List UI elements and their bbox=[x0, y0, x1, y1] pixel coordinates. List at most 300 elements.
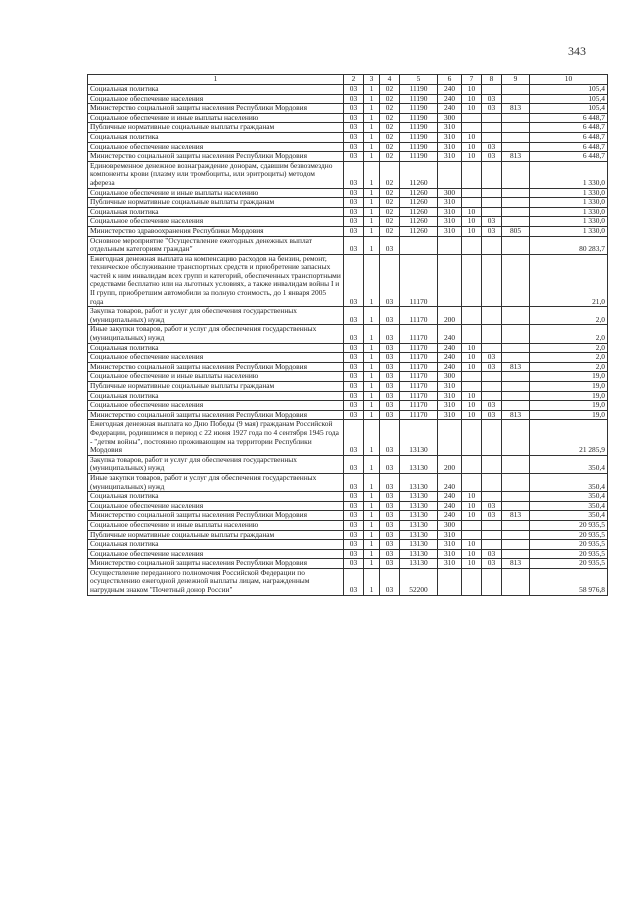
row-code-cell: 03 bbox=[482, 217, 502, 227]
row-code-cell: 03 bbox=[380, 382, 400, 392]
row-code-cell bbox=[502, 382, 530, 392]
row-code-cell bbox=[462, 325, 482, 343]
row-code-cell: 1 bbox=[364, 325, 380, 343]
row-name-cell: Социальная политика bbox=[88, 540, 344, 550]
table-row bbox=[88, 198, 608, 208]
table-row bbox=[88, 353, 608, 363]
row-code-cell: 03 bbox=[344, 353, 364, 363]
row-code-cell: 1 bbox=[364, 540, 380, 550]
row-code-cell: 03 bbox=[344, 217, 364, 227]
row-code-cell: 310 bbox=[438, 401, 462, 411]
row-code-cell: 1 bbox=[364, 207, 380, 217]
row-code-cell: 11170 bbox=[400, 362, 438, 372]
row-code-cell: 02 bbox=[380, 152, 400, 162]
table-row bbox=[88, 549, 608, 559]
row-code-cell: 03 bbox=[380, 530, 400, 540]
row-code-cell bbox=[462, 236, 482, 254]
row-code-cell bbox=[482, 123, 502, 133]
row-code-cell bbox=[400, 236, 438, 254]
table-row bbox=[88, 254, 608, 307]
row-name-cell: Ежегодная денежная выплата ко Дню Победы (9 мая) гражданам Российской Федерации, родившимся в период с 22 июня 1927 года по 4 сентября 1945 года - "детям войны", постоянно проживающим на территории Республики Мордовия bbox=[88, 420, 344, 455]
row-code-cell: 1 bbox=[364, 132, 380, 142]
table-row bbox=[88, 236, 608, 254]
column-header: 1 bbox=[88, 75, 344, 85]
row-amount-cell: 1 330,0 bbox=[530, 207, 608, 217]
row-code-cell: 310 bbox=[438, 549, 462, 559]
row-code-cell: 03 bbox=[380, 549, 400, 559]
row-code-cell bbox=[482, 420, 502, 455]
table-row bbox=[88, 188, 608, 198]
row-amount-cell: 350,4 bbox=[530, 492, 608, 502]
row-code-cell: 03 bbox=[380, 520, 400, 530]
row-code-cell: 310 bbox=[438, 226, 462, 236]
row-code-cell: 1 bbox=[364, 254, 380, 307]
row-code-cell: 03 bbox=[380, 254, 400, 307]
row-code-cell: 813 bbox=[502, 559, 530, 569]
row-code-cell: 300 bbox=[438, 520, 462, 530]
row-code-cell: 11170 bbox=[400, 343, 438, 353]
row-code-cell bbox=[482, 540, 502, 550]
column-header: 4 bbox=[380, 75, 400, 85]
row-code-cell: 03 bbox=[344, 559, 364, 569]
row-code-cell: 300 bbox=[438, 372, 462, 382]
row-code-cell bbox=[462, 188, 482, 198]
row-code-cell: 310 bbox=[438, 123, 462, 133]
row-code-cell: 310 bbox=[438, 217, 462, 227]
table-body bbox=[88, 85, 608, 596]
row-code-cell: 11170 bbox=[400, 401, 438, 411]
row-code-cell: 03 bbox=[482, 401, 502, 411]
row-code-cell: 1 bbox=[364, 372, 380, 382]
row-code-cell bbox=[462, 161, 482, 188]
row-code-cell: 11170 bbox=[400, 382, 438, 392]
row-amount-cell: 6 448,7 bbox=[530, 113, 608, 123]
row-code-cell: 10 bbox=[462, 104, 482, 114]
row-code-cell: 240 bbox=[438, 473, 462, 491]
row-code-cell bbox=[502, 530, 530, 540]
row-code-cell: 1 bbox=[364, 226, 380, 236]
table-row bbox=[88, 217, 608, 227]
row-code-cell bbox=[438, 420, 462, 455]
row-code-cell: 10 bbox=[462, 511, 482, 521]
row-code-cell bbox=[462, 382, 482, 392]
table-row bbox=[88, 511, 608, 521]
row-code-cell bbox=[482, 530, 502, 540]
table-row bbox=[88, 372, 608, 382]
row-code-cell: 03 bbox=[380, 353, 400, 363]
row-code-cell: 1 bbox=[364, 123, 380, 133]
row-name-cell: Социальная политика bbox=[88, 207, 344, 217]
row-code-cell: 13130 bbox=[400, 530, 438, 540]
row-name-cell: Публичные нормативные социальные выплаты гражданам bbox=[88, 382, 344, 392]
column-header: 9 bbox=[502, 75, 530, 85]
row-code-cell: 03 bbox=[380, 307, 400, 325]
row-code-cell: 1 bbox=[364, 104, 380, 114]
row-code-cell: 310 bbox=[438, 142, 462, 152]
row-name-cell: Закупка товаров, работ и услуг для обеспечения государственных (муниципальных) нужд bbox=[88, 307, 344, 325]
table-row bbox=[88, 382, 608, 392]
row-code-cell: 03 bbox=[344, 455, 364, 473]
row-code-cell: 11260 bbox=[400, 217, 438, 227]
row-code-cell: 03 bbox=[380, 362, 400, 372]
row-code-cell bbox=[438, 161, 462, 188]
row-code-cell: 13130 bbox=[400, 520, 438, 530]
row-amount-cell: 20 935,5 bbox=[530, 520, 608, 530]
row-code-cell bbox=[482, 568, 502, 595]
row-code-cell: 200 bbox=[438, 307, 462, 325]
row-code-cell bbox=[462, 568, 482, 595]
row-amount-cell: 350,4 bbox=[530, 473, 608, 491]
row-code-cell: 10 bbox=[462, 501, 482, 511]
row-amount-cell: 20 935,5 bbox=[530, 559, 608, 569]
row-code-cell: 13130 bbox=[400, 549, 438, 559]
row-code-cell: 11190 bbox=[400, 94, 438, 104]
row-code-cell bbox=[502, 161, 530, 188]
row-name-cell: Социальное обеспечение и иные выплаты населению bbox=[88, 372, 344, 382]
row-code-cell bbox=[438, 568, 462, 595]
column-header: 8 bbox=[482, 75, 502, 85]
row-code-cell: 03 bbox=[482, 353, 502, 363]
row-code-cell: 11190 bbox=[400, 85, 438, 95]
row-code-cell: 11260 bbox=[400, 161, 438, 188]
table-row bbox=[88, 410, 608, 420]
table-row bbox=[88, 226, 608, 236]
row-code-cell: 310 bbox=[438, 391, 462, 401]
row-code-cell: 11170 bbox=[400, 325, 438, 343]
row-code-cell: 10 bbox=[462, 94, 482, 104]
row-code-cell bbox=[502, 132, 530, 142]
row-name-cell: Публичные нормативные социальные выплаты гражданам bbox=[88, 198, 344, 208]
row-name-cell: Осуществление переданного полномочия Российской Федерации по осуществлению ежегодной денежной выплаты лицам, награжденным нагрудным знаком "Почетный донор России" bbox=[88, 568, 344, 595]
row-code-cell: 02 bbox=[380, 198, 400, 208]
row-code-cell: 813 bbox=[502, 410, 530, 420]
column-header: 5 bbox=[400, 75, 438, 85]
row-code-cell: 310 bbox=[438, 207, 462, 217]
row-name-cell: Ежегодная денежная выплата на компенсацию расходов на бензин, ремонт, техническое обслуживание транспортных средств и приобретение запасных частей к ним инвалидам всех групп и категорий, обеспеченных транспортными средствами бесплатно или на льготных условиях, а также инвалидам войны I и II групп, приобретшим автомобили за полную стоимость, до 1 января 2005 года bbox=[88, 254, 344, 307]
row-code-cell: 03 bbox=[344, 501, 364, 511]
row-code-cell: 200 bbox=[438, 455, 462, 473]
row-code-cell: 03 bbox=[344, 549, 364, 559]
row-code-cell: 03 bbox=[380, 568, 400, 595]
row-code-cell bbox=[462, 420, 482, 455]
row-code-cell: 310 bbox=[438, 152, 462, 162]
row-code-cell: 03 bbox=[344, 307, 364, 325]
row-amount-cell: 19,0 bbox=[530, 391, 608, 401]
table-row bbox=[88, 307, 608, 325]
row-code-cell: 03 bbox=[344, 520, 364, 530]
row-code-cell bbox=[502, 549, 530, 559]
row-code-cell: 03 bbox=[380, 401, 400, 411]
row-code-cell: 02 bbox=[380, 161, 400, 188]
row-code-cell: 03 bbox=[482, 559, 502, 569]
row-code-cell: 03 bbox=[380, 420, 400, 455]
row-code-cell: 02 bbox=[380, 113, 400, 123]
row-code-cell: 03 bbox=[344, 188, 364, 198]
row-code-cell bbox=[482, 520, 502, 530]
table-row bbox=[88, 325, 608, 343]
row-name-cell: Единовременное денежное вознаграждение донорам, сдавшим безвозмездно компоненты крови (плазму или тромбоциты, или эритроциты) методом афереза bbox=[88, 161, 344, 188]
row-code-cell: 11170 bbox=[400, 307, 438, 325]
row-name-cell: Социальная политика bbox=[88, 492, 344, 502]
row-code-cell: 10 bbox=[462, 540, 482, 550]
row-code-cell: 805 bbox=[502, 226, 530, 236]
row-code-cell bbox=[482, 85, 502, 95]
row-name-cell: Социальное обеспечение населения bbox=[88, 94, 344, 104]
row-amount-cell: 1 330,0 bbox=[530, 161, 608, 188]
row-code-cell: 1 bbox=[364, 520, 380, 530]
row-name-cell: Министерство социальной защиты населения Республики Мордовия bbox=[88, 362, 344, 372]
row-name-cell: Социальное обеспечение и иные выплаты населению bbox=[88, 520, 344, 530]
row-code-cell bbox=[482, 473, 502, 491]
row-code-cell: 240 bbox=[438, 104, 462, 114]
row-code-cell: 13130 bbox=[400, 420, 438, 455]
row-code-cell: 03 bbox=[344, 161, 364, 188]
table-row bbox=[88, 520, 608, 530]
row-code-cell bbox=[502, 391, 530, 401]
row-code-cell: 11190 bbox=[400, 142, 438, 152]
row-code-cell: 03 bbox=[344, 207, 364, 217]
row-code-cell bbox=[462, 520, 482, 530]
row-code-cell bbox=[482, 391, 502, 401]
row-code-cell: 03 bbox=[380, 492, 400, 502]
row-amount-cell: 2,0 bbox=[530, 343, 608, 353]
row-code-cell bbox=[502, 520, 530, 530]
row-code-cell: 03 bbox=[344, 362, 364, 372]
row-code-cell bbox=[462, 123, 482, 133]
row-name-cell: Социальная политика bbox=[88, 391, 344, 401]
row-code-cell: 11260 bbox=[400, 226, 438, 236]
row-code-cell bbox=[482, 455, 502, 473]
row-code-cell bbox=[482, 188, 502, 198]
row-code-cell: 03 bbox=[482, 362, 502, 372]
row-code-cell: 240 bbox=[438, 325, 462, 343]
row-code-cell: 240 bbox=[438, 353, 462, 363]
row-code-cell bbox=[502, 94, 530, 104]
row-code-cell: 03 bbox=[482, 410, 502, 420]
row-name-cell: Министерство социальной защиты населения Республики Мордовия bbox=[88, 410, 344, 420]
row-code-cell: 13130 bbox=[400, 492, 438, 502]
row-code-cell: 03 bbox=[344, 254, 364, 307]
row-code-cell: 03 bbox=[380, 372, 400, 382]
row-code-cell bbox=[462, 307, 482, 325]
row-code-cell: 02 bbox=[380, 94, 400, 104]
row-code-cell: 11190 bbox=[400, 132, 438, 142]
row-code-cell: 1 bbox=[364, 113, 380, 123]
page-number: 343 bbox=[568, 44, 586, 58]
row-code-cell bbox=[462, 372, 482, 382]
row-code-cell bbox=[502, 343, 530, 353]
row-code-cell: 10 bbox=[462, 391, 482, 401]
row-code-cell: 11170 bbox=[400, 353, 438, 363]
row-code-cell: 300 bbox=[438, 188, 462, 198]
row-code-cell: 1 bbox=[364, 85, 380, 95]
row-code-cell: 03 bbox=[380, 410, 400, 420]
row-code-cell: 1 bbox=[364, 473, 380, 491]
row-code-cell: 1 bbox=[364, 492, 380, 502]
row-code-cell: 1 bbox=[364, 236, 380, 254]
row-code-cell bbox=[482, 161, 502, 188]
row-code-cell: 10 bbox=[462, 207, 482, 217]
row-code-cell bbox=[502, 123, 530, 133]
row-code-cell: 240 bbox=[438, 362, 462, 372]
table-row bbox=[88, 85, 608, 95]
row-code-cell bbox=[482, 325, 502, 343]
row-code-cell bbox=[482, 372, 502, 382]
row-amount-cell: 1 330,0 bbox=[530, 198, 608, 208]
row-code-cell: 03 bbox=[344, 325, 364, 343]
row-code-cell: 13130 bbox=[400, 501, 438, 511]
row-code-cell: 03 bbox=[344, 530, 364, 540]
row-code-cell: 240 bbox=[438, 94, 462, 104]
row-code-cell: 52200 bbox=[400, 568, 438, 595]
row-code-cell: 13130 bbox=[400, 559, 438, 569]
row-code-cell: 1 bbox=[364, 568, 380, 595]
table-row bbox=[88, 343, 608, 353]
row-code-cell: 310 bbox=[438, 559, 462, 569]
row-code-cell bbox=[482, 254, 502, 307]
row-code-cell bbox=[482, 207, 502, 217]
row-code-cell: 10 bbox=[462, 492, 482, 502]
row-code-cell: 1 bbox=[364, 94, 380, 104]
table-row bbox=[88, 568, 608, 595]
row-code-cell: 11260 bbox=[400, 188, 438, 198]
column-header: 7 bbox=[462, 75, 482, 85]
row-code-cell: 1 bbox=[364, 401, 380, 411]
row-code-cell: 03 bbox=[344, 123, 364, 133]
table-row bbox=[88, 530, 608, 540]
row-code-cell: 1 bbox=[364, 362, 380, 372]
row-code-cell: 03 bbox=[380, 540, 400, 550]
row-name-cell: Основное мероприятие "Осуществление ежегодных денежных выплат отдельным категориям граждан" bbox=[88, 236, 344, 254]
row-code-cell: 03 bbox=[344, 104, 364, 114]
table-row bbox=[88, 540, 608, 550]
row-code-cell bbox=[502, 307, 530, 325]
row-amount-cell: 105,4 bbox=[530, 104, 608, 114]
row-code-cell: 03 bbox=[344, 236, 364, 254]
row-code-cell: 03 bbox=[344, 198, 364, 208]
row-name-cell: Социальное обеспечение населения bbox=[88, 401, 344, 411]
row-code-cell: 03 bbox=[380, 559, 400, 569]
column-header: 10 bbox=[530, 75, 608, 85]
row-code-cell bbox=[502, 207, 530, 217]
row-code-cell: 03 bbox=[344, 142, 364, 152]
row-code-cell bbox=[502, 420, 530, 455]
row-code-cell: 13130 bbox=[400, 455, 438, 473]
table-row bbox=[88, 113, 608, 123]
row-code-cell bbox=[462, 254, 482, 307]
table-row bbox=[88, 123, 608, 133]
row-code-cell: 03 bbox=[482, 104, 502, 114]
row-code-cell: 03 bbox=[482, 501, 502, 511]
row-code-cell: 1 bbox=[364, 455, 380, 473]
row-code-cell: 1 bbox=[364, 198, 380, 208]
row-name-cell: Закупка товаров, работ и услуг для обеспечения государственных (муниципальных) нужд bbox=[88, 455, 344, 473]
row-name-cell: Социальное обеспечение населения bbox=[88, 501, 344, 511]
row-code-cell: 240 bbox=[438, 492, 462, 502]
row-code-cell: 10 bbox=[462, 559, 482, 569]
table-row bbox=[88, 142, 608, 152]
row-code-cell: 1 bbox=[364, 420, 380, 455]
row-code-cell: 240 bbox=[438, 501, 462, 511]
row-amount-cell: 350,4 bbox=[530, 455, 608, 473]
row-amount-cell: 58 976,8 bbox=[530, 568, 608, 595]
row-code-cell: 310 bbox=[438, 540, 462, 550]
row-code-cell bbox=[502, 325, 530, 343]
row-code-cell: 11170 bbox=[400, 372, 438, 382]
row-name-cell: Публичные нормативные социальные выплаты гражданам bbox=[88, 123, 344, 133]
row-code-cell: 03 bbox=[344, 473, 364, 491]
row-code-cell: 13130 bbox=[400, 473, 438, 491]
row-code-cell bbox=[482, 113, 502, 123]
row-code-cell: 1 bbox=[364, 530, 380, 540]
column-header: 6 bbox=[438, 75, 462, 85]
row-code-cell: 1 bbox=[364, 410, 380, 420]
row-amount-cell: 2,0 bbox=[530, 325, 608, 343]
row-code-cell: 03 bbox=[380, 455, 400, 473]
row-code-cell: 03 bbox=[344, 94, 364, 104]
row-code-cell bbox=[502, 401, 530, 411]
row-name-cell: Иные закупки товаров, работ и услуг для обеспечения государственных (муниципальных) нужд bbox=[88, 473, 344, 491]
row-code-cell: 03 bbox=[482, 94, 502, 104]
table-row bbox=[88, 501, 608, 511]
row-amount-cell: 6 448,7 bbox=[530, 142, 608, 152]
row-name-cell: Социальная политика bbox=[88, 85, 344, 95]
row-amount-cell: 19,0 bbox=[530, 382, 608, 392]
row-code-cell: 10 bbox=[462, 549, 482, 559]
row-name-cell: Социальное обеспечение населения bbox=[88, 549, 344, 559]
budget-table bbox=[87, 74, 608, 596]
table-row bbox=[88, 207, 608, 217]
row-code-cell: 03 bbox=[482, 142, 502, 152]
row-code-cell bbox=[502, 217, 530, 227]
row-name-cell: Министерство социальной защиты населения Республики Мордовия bbox=[88, 511, 344, 521]
row-code-cell: 02 bbox=[380, 132, 400, 142]
row-code-cell: 1 bbox=[364, 559, 380, 569]
row-code-cell bbox=[482, 132, 502, 142]
row-code-cell: 10 bbox=[462, 217, 482, 227]
row-code-cell: 310 bbox=[438, 198, 462, 208]
row-code-cell: 1 bbox=[364, 511, 380, 521]
row-amount-cell: 19,0 bbox=[530, 372, 608, 382]
row-name-cell: Публичные нормативные социальные выплаты гражданам bbox=[88, 530, 344, 540]
row-code-cell bbox=[502, 85, 530, 95]
row-code-cell bbox=[502, 113, 530, 123]
row-code-cell: 1 bbox=[364, 307, 380, 325]
row-code-cell: 10 bbox=[462, 152, 482, 162]
row-code-cell: 813 bbox=[502, 104, 530, 114]
row-code-cell: 03 bbox=[344, 410, 364, 420]
row-code-cell: 03 bbox=[380, 236, 400, 254]
column-header: 3 bbox=[364, 75, 380, 85]
table-row bbox=[88, 492, 608, 502]
row-code-cell: 1 bbox=[364, 152, 380, 162]
row-amount-cell: 20 935,5 bbox=[530, 530, 608, 540]
row-code-cell: 03 bbox=[344, 391, 364, 401]
table-row bbox=[88, 132, 608, 142]
row-code-cell: 1 bbox=[364, 353, 380, 363]
table-row bbox=[88, 559, 608, 569]
row-code-cell bbox=[462, 455, 482, 473]
row-code-cell bbox=[438, 236, 462, 254]
row-code-cell: 1 bbox=[364, 161, 380, 188]
row-code-cell: 02 bbox=[380, 188, 400, 198]
row-code-cell bbox=[502, 198, 530, 208]
row-code-cell: 1 bbox=[364, 549, 380, 559]
row-amount-cell: 80 283,7 bbox=[530, 236, 608, 254]
row-code-cell: 03 bbox=[380, 473, 400, 491]
row-code-cell: 11190 bbox=[400, 113, 438, 123]
row-name-cell: Социальное обеспечение и иные выплаты населению bbox=[88, 188, 344, 198]
